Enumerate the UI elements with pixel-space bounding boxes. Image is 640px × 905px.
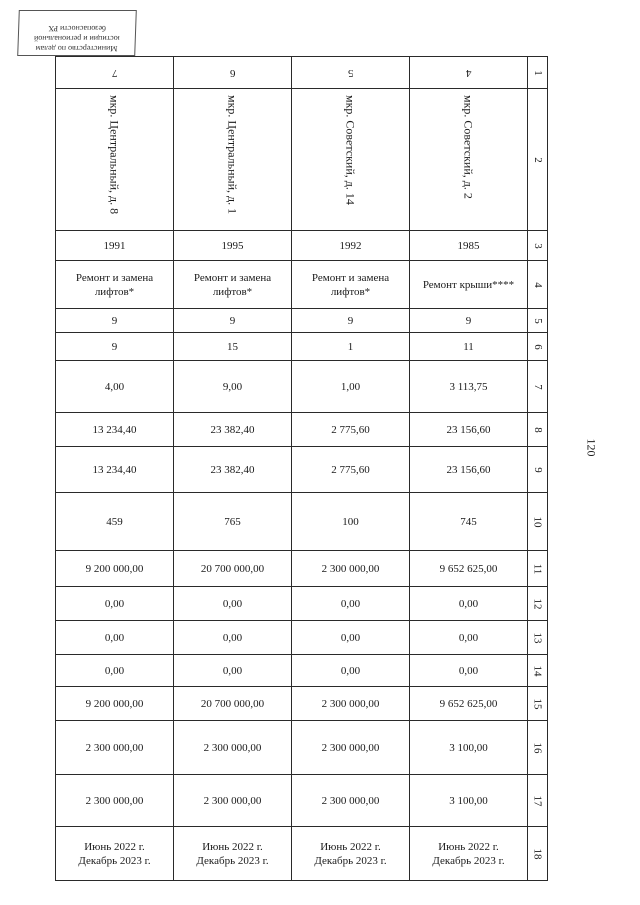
table-cell [410,775,528,827]
cell-value: 7 [111,66,118,79]
row-number-label: 15 [531,698,544,709]
table-cell [174,493,292,551]
cell-value: 2 300 000,00 [321,794,380,807]
table-cell [56,89,174,231]
row-number [528,333,548,361]
table-cell [410,655,528,687]
table-cell [174,57,292,89]
table-cell [410,361,528,413]
cell-value: 4,00 [104,380,125,393]
cell-value: 2 775,60 [331,463,370,476]
cell-value: Ремонт и замена лифтов* [193,271,272,298]
row-number-label: 12 [531,598,544,609]
cell-value: 765 [224,515,241,528]
cell-value: 20 700 000,00 [200,562,265,575]
row-number-label: 18 [531,848,544,859]
table-cell [174,361,292,413]
table-cell [56,361,174,413]
table-cell [56,827,174,881]
table-cell [410,621,528,655]
table-cell [56,493,174,551]
table-cell [292,231,410,261]
cell-value: 0,00 [458,597,479,610]
table-cell [174,587,292,621]
cell-value: 9 652 625,00 [439,562,498,575]
table-cell [56,309,174,333]
term-start: Июнь 2022 г. [320,840,381,853]
term-end: Декабрь 2023 г. [196,854,269,867]
table-cell [410,309,528,333]
row-number [528,57,548,89]
table-row [56,655,548,687]
table-cell [292,687,410,721]
cell-value: 2 300 000,00 [203,794,262,807]
table-cell [174,655,292,687]
term-end: Декабрь 2023 г. [314,854,387,867]
cell-value: 459 [106,515,123,528]
row-number [528,775,548,827]
table-row [56,57,548,89]
cell-value: мкр. Центральный, д. 1 [225,95,240,215]
table-cell [56,621,174,655]
cell-value: 2 300 000,00 [321,562,380,575]
row-number-label: 7 [531,383,544,390]
cell-value: 13 234,40 [92,423,137,436]
table-cell [174,775,292,827]
table-row [56,721,548,775]
row-number-label: 17 [531,795,544,806]
row-number-label: 8 [531,426,544,433]
table-cell [410,687,528,721]
cell-value: 13 234,40 [92,463,137,476]
term-end: Декабрь 2023 г. [78,854,151,867]
cell-value: 9 652 625,00 [439,697,498,710]
cell-value: 9,00 [222,380,243,393]
table-cell [56,551,174,587]
cell-value: 3 113,75 [449,380,488,393]
cell-value: 5 [347,66,354,79]
official-stamp [17,10,137,56]
table-cell [56,57,174,89]
cell-value: 0,00 [340,631,361,644]
table-cell [410,587,528,621]
cell-value: 9 [229,314,236,327]
cell-value: 745 [460,515,477,528]
table-cell [56,655,174,687]
table-cell [174,447,292,493]
cell-value: 9 [111,340,118,353]
cell-value: 2 300 000,00 [321,741,380,754]
row-number [528,827,548,881]
table-cell [56,231,174,261]
row-number [528,587,548,621]
cell-value: 3 100,00 [449,741,488,754]
table-cell [174,721,292,775]
cell-value: мкр. Центральный, д. 8 [107,95,122,215]
cell-value: Ремонт и замена лифтов* [75,271,154,298]
table-cell [292,551,410,587]
table-cell [174,827,292,881]
table-row [56,621,548,655]
cell-value: 2 300 000,00 [321,697,380,710]
row-number-label: 13 [531,632,544,643]
cell-value: 0,00 [340,664,361,677]
cell-value: Ремонт крыши**** [422,278,515,291]
row-number [528,361,548,413]
table-cell [174,687,292,721]
table-cell [174,413,292,447]
row-number-label: 6 [531,343,544,350]
table-cell [174,551,292,587]
table-row [56,587,548,621]
row-number [528,413,548,447]
page-number: 120 [584,438,599,457]
table-cell [174,621,292,655]
table-cell [292,57,410,89]
cell-value: 1 [347,340,354,353]
table-cell [410,333,528,361]
table-cell [56,587,174,621]
cell-value: 9 200 000,00 [85,697,144,710]
row-number-label: 3 [531,242,544,249]
cell-value: 20 700 000,00 [200,697,265,710]
table-cell [174,309,292,333]
cell-value: 4 [465,66,472,79]
cell-value: 1991 [103,239,126,252]
cell-value: 0,00 [458,664,479,677]
table-cell [174,231,292,261]
row-number [528,721,548,775]
cell-value: мкр. Советский, д. 2 [461,95,476,199]
table-cell [410,261,528,309]
row-number [528,621,548,655]
cell-value: 0,00 [104,631,125,644]
table-cell [292,309,410,333]
row-number-label: 10 [531,516,544,527]
table-cell [410,57,528,89]
cell-value: 3 100,00 [449,794,488,807]
table-cell [56,721,174,775]
table-cell [410,413,528,447]
cell-value: 9 200 000,00 [85,562,144,575]
row-number-label: 2 [531,156,544,163]
table-cell [292,827,410,881]
table-cell [292,447,410,493]
stamp-line: Министерство по делам [35,44,118,53]
stamp-line: безопасности РХ [48,24,107,33]
stamp-line: юстиции и региональной [33,34,120,43]
table-cell [56,413,174,447]
table-cell [410,89,528,231]
repair-program-table [55,56,548,881]
row-number [528,655,548,687]
table-row [56,447,548,493]
cell-value: 23 156,60 [446,463,491,476]
term-start: Июнь 2022 г. [84,840,145,853]
table-cell [174,89,292,231]
cell-value: 23 382,40 [210,463,255,476]
table-row [56,309,548,333]
cell-value: 1985 [457,239,480,252]
row-number-label: 14 [531,665,544,676]
table-cell [410,447,528,493]
table-cell [410,721,528,775]
row-number [528,493,548,551]
cell-value: 100 [342,515,359,528]
cell-value: 1992 [339,239,362,252]
cell-value: 1,00 [340,380,361,393]
row-number-label: 9 [531,466,544,473]
table-cell [292,775,410,827]
term-start: Июнь 2022 г. [438,840,499,853]
table-row [56,493,548,551]
cell-value: 0,00 [104,664,125,677]
table-row [56,361,548,413]
term-end: Декабрь 2023 г. [432,854,505,867]
cell-value: 11 [463,340,474,353]
cell-value: 23 156,60 [446,423,491,436]
row-number [528,261,548,309]
table-cell [56,333,174,361]
table-cell [292,493,410,551]
table-row [56,413,548,447]
table-row [56,333,548,361]
cell-value: 1995 [221,239,244,252]
table-cell [292,333,410,361]
table-cell [410,493,528,551]
cell-value: 15 [227,340,238,353]
cell-value: Ремонт и замена лифтов* [311,271,390,298]
row-number-label: 11 [531,563,544,574]
table-cell [292,261,410,309]
row-number [528,447,548,493]
table-cell [292,621,410,655]
cell-value: 2 300 000,00 [203,741,262,754]
row-number [528,551,548,587]
row-number-label: 16 [531,742,544,753]
table-cell [410,231,528,261]
table-cell [56,447,174,493]
cell-value: мкр. Советский, д. 14 [343,95,358,205]
table-cell [174,333,292,361]
table-cell [292,361,410,413]
table-cell [410,827,528,881]
table-row [56,231,548,261]
table-cell [410,551,528,587]
table-cell [174,261,292,309]
cell-value: 9 [111,314,118,327]
cell-value: 0,00 [222,664,243,677]
table-row [56,551,548,587]
table-cell [56,775,174,827]
table-cell [56,261,174,309]
cell-value: 0,00 [222,631,243,644]
cell-value: 6 [229,66,236,79]
table-row [56,775,548,827]
table-row [56,827,548,881]
row-number [528,309,548,333]
table-row [56,687,548,721]
row-number-label: 5 [531,317,544,324]
row-number [528,231,548,261]
cell-value: 2 300 000,00 [85,741,144,754]
table-cell [292,89,410,231]
table-cell [292,413,410,447]
cell-value: 9 [347,314,354,327]
table-cell [56,687,174,721]
row-number-label: 4 [531,281,544,288]
cell-value: 2 300 000,00 [85,794,144,807]
cell-value: 2 775,60 [331,423,370,436]
term-start: Июнь 2022 г. [202,840,263,853]
row-number [528,687,548,721]
table-cell [292,721,410,775]
table-row [56,89,548,231]
table-cell [292,655,410,687]
row-number-label: 1 [531,69,544,76]
table-cell [292,587,410,621]
cell-value: 0,00 [222,597,243,610]
cell-value: 0,00 [458,631,479,644]
table-row [56,261,548,309]
cell-value: 0,00 [104,597,125,610]
cell-value: 23 382,40 [210,423,255,436]
cell-value: 0,00 [340,597,361,610]
row-number [528,89,548,231]
cell-value: 9 [465,314,472,327]
